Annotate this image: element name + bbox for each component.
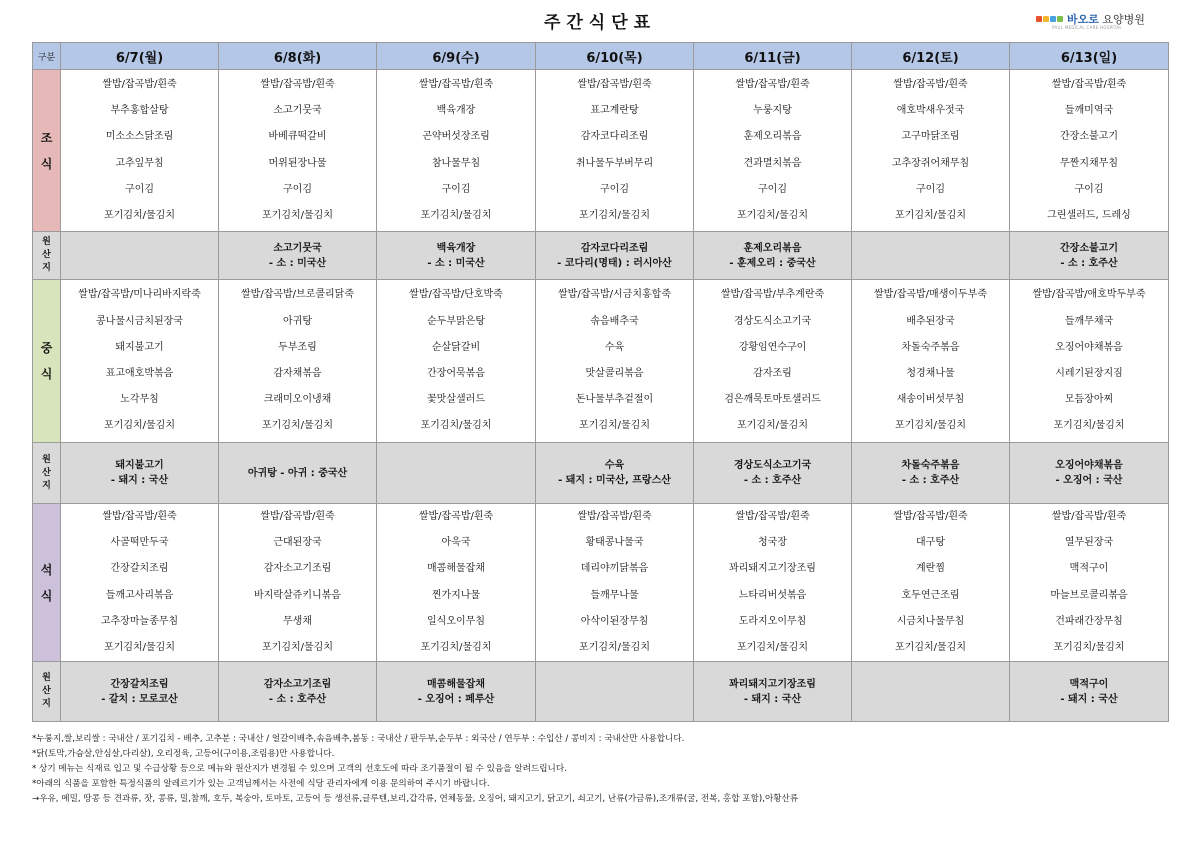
menu-item: 시금치나물무침: [896, 615, 965, 627]
logo-subtitle: PAUL MEDICAL CARE HOSPITAL: [1052, 25, 1122, 30]
origin-cell: [536, 232, 694, 280]
menu-item: 포기김치/물김치: [104, 641, 175, 653]
origin-line: - 소 : 미국산: [268, 257, 327, 269]
menu-item: 찐가지나물: [431, 589, 481, 601]
menu-item: 포기김치/물김치: [104, 420, 175, 432]
menu-item: 애호박새우젓국: [896, 105, 965, 117]
origin-line: 소고기뭇국: [273, 242, 322, 254]
menu-item: 구이김: [1074, 183, 1104, 195]
menu-item: 도라지오이무침: [738, 615, 807, 627]
origin-line: 간장소불고기: [1060, 242, 1118, 254]
menu-item: 포기김치/물김치: [1053, 420, 1125, 432]
dinner-label: [33, 504, 61, 662]
origin-line: 돼지불고기: [115, 460, 164, 471]
menu-item: 오징어야채볶음: [1055, 341, 1123, 353]
menu-cell: [61, 504, 219, 662]
menu-item: 표고계란탕: [590, 105, 639, 117]
menu-item: 부추홍합살탕: [110, 105, 169, 117]
origin-label-char: 지: [42, 263, 51, 273]
menu-item: 미소소스닭조림: [105, 131, 174, 143]
menu-item: 쌀밥/잡곡밥/흰죽: [1051, 78, 1127, 90]
meal-label-char: 식: [40, 588, 53, 603]
menu-item: 포기김치/물김치: [579, 641, 650, 653]
menu-item: 감자소고기조림: [263, 563, 332, 575]
menu-item: 꽃맛살샐러드: [427, 394, 485, 406]
menu-cell: [1010, 280, 1169, 443]
menu-item: 호두연근조림: [901, 589, 960, 601]
menu-item: 구이김: [600, 183, 629, 195]
menu-item: 포기김치/물김치: [737, 209, 808, 221]
menu-cell: [536, 70, 694, 232]
menu-cell: [377, 504, 536, 662]
menu-item: 포기김치/물김치: [737, 420, 808, 432]
origin-line: - 코다리(명태) : 러시아산: [557, 257, 672, 269]
logo-text: 바오로 요양병원: [1067, 13, 1145, 26]
menu-item: 간장소불고기: [1060, 131, 1118, 143]
menu-item: 쌀밥/잡곡밥/흰죽: [102, 78, 177, 90]
origin-line: 꽈리돼지고기장조림: [729, 678, 816, 690]
menu-item: 크래미오이냉채: [263, 394, 332, 406]
menu-item: 소고기뭇국: [273, 105, 322, 117]
note-line: * 상기 메뉴는 식재료 입고 및 수급상황 등으로 메뉴와 원산지가 변경될 수 있으며 고객의 선호도에 따라 조기품절이 될 수 있음을 알려드립니다.: [32, 764, 567, 774]
origin-line: - 돼지 : 미국산, 프랑스산: [558, 475, 671, 486]
menu-item: 배추된장국: [906, 315, 955, 327]
menu-item: 쌀밥/잡곡밥/흰죽: [260, 78, 335, 90]
menu-item: 차돌숙주볶음: [901, 341, 960, 353]
origin-label: [33, 662, 61, 722]
origin-cell: [694, 662, 852, 722]
menu-item: 쌀밥/잡곡밥/흰죽: [418, 78, 494, 90]
dinner-origin-row: [33, 662, 1169, 722]
menu-item: 쌀밥/잡곡밥/흰죽: [260, 511, 335, 522]
menu-item: 포기김치/물김치: [737, 641, 808, 653]
menu-item: 검은깨묵토마토샐러드: [724, 394, 821, 406]
header-row: [33, 43, 1169, 70]
menu-item: 청국장: [758, 537, 787, 549]
origin-label-char: 원: [42, 454, 51, 465]
note-line: *누룽지,쌀,보리쌀 : 국내산 / 포기김치 - 배추, 고추분 : 국내산 / 얼갈이배추,솎음배추,봄동 : 국내산 / 판두부,순두부 : 외국산 / 연두부 : 수입산 / 콩비지 : 국내산만 사용합니다.: [32, 734, 685, 744]
note-line: *아래의 식품을 포함한 특정식품의 알레르기가 있는 고객님께서는 사전에 식당 관리자에게 이용 문의하여 주시기 바랍니다.: [32, 779, 490, 789]
day-header: 6/8(화): [219, 43, 377, 70]
menu-item: 돼지불고기: [115, 341, 164, 353]
origin-cell: [536, 443, 694, 504]
menu-item: 맥적구이: [1069, 563, 1109, 575]
menu-cell: [852, 280, 1010, 443]
origin-line: 백육개장: [436, 242, 476, 254]
menu-item: 포기김치/물김치: [579, 420, 650, 432]
origin-line: - 돼지 : 국산: [110, 475, 169, 486]
menu-item: 대구탕: [916, 537, 945, 549]
menu-item: 쌀밥/잡곡밥/흰죽: [102, 511, 177, 522]
menu-item: 꽈리돼지고기장조림: [729, 563, 816, 575]
menu-item: 훈제오리볶음: [743, 131, 802, 143]
day-header: 6/10(목): [536, 43, 694, 70]
day-header: 6/11(금): [694, 43, 852, 70]
origin-line: - 갈치 : 모로코산: [101, 693, 178, 705]
menu-item: 간장갈치조림: [110, 563, 169, 575]
meal-label-char: 중: [40, 341, 53, 355]
menu-item: 매콤해물잡채: [427, 563, 485, 575]
menu-item: 포기김치/물김치: [262, 641, 333, 653]
menu-item: 포기김치/물김치: [420, 641, 492, 653]
page-title: 주간식단표: [543, 13, 657, 33]
origin-cell: [377, 443, 536, 504]
origin-line: 감자소고기조림: [263, 678, 332, 690]
origin-cell: [61, 443, 219, 504]
menu-cell: [694, 280, 852, 443]
menu-item: 구이김: [758, 183, 787, 195]
menu-item: 모듬장아찌: [1064, 394, 1114, 406]
menu-item: 바지락살쥬키니볶음: [254, 589, 341, 601]
origin-line: - 소 : 호주산: [1060, 257, 1118, 269]
origin-label-char: 산: [42, 686, 51, 697]
menu-item: 쌀밥/잡곡밥/브로콜리닭죽: [241, 289, 354, 301]
origin-label-char: 원: [42, 673, 51, 684]
origin-cell: [61, 662, 219, 722]
origin-cell: [1010, 662, 1169, 722]
origin-label-char: 지: [42, 699, 51, 710]
menu-item: 포기김치/물김치: [262, 420, 333, 432]
menu-cell: [1010, 70, 1169, 232]
menu-item: 바베큐떡갈비: [268, 131, 327, 143]
menu-item: 간장어묵볶음: [427, 368, 485, 379]
origin-line: - 소 : 미국산: [427, 257, 485, 269]
menu-cell: [694, 504, 852, 662]
menu-cell: [219, 70, 377, 232]
origin-cell: [852, 232, 1010, 280]
menu-item: 열무된장국: [1064, 537, 1114, 549]
day-header: 6/12(토): [852, 43, 1010, 70]
menu-item: 일식오이무침: [427, 615, 485, 627]
menu-item: 들깨무나물: [590, 589, 639, 601]
origin-cell: [61, 232, 219, 280]
menu-item: 표고애호박볶음: [105, 368, 174, 379]
menu-cell: [219, 504, 377, 662]
menu-item: 포기김치/물김치: [895, 209, 966, 221]
origin-cell: [852, 662, 1010, 722]
meal-label-char: 식: [40, 367, 53, 381]
menu-item: 마늘브로콜리볶음: [1050, 589, 1128, 601]
lunch-row: [33, 280, 1169, 443]
origin-cell: [377, 662, 536, 722]
menu-item: 구이김: [125, 183, 154, 195]
menu-cell: [694, 70, 852, 232]
origin-cell: [852, 443, 1010, 504]
menu-item: 쌀밥/잡곡밥/흰죽: [735, 511, 810, 522]
origin-line: 감자코다리조림: [580, 242, 649, 254]
menu-item: 맛살콜리볶음: [585, 368, 644, 379]
origin-line: 아귀탕 - 아귀 : 중국산: [247, 467, 348, 479]
menu-item: 구이김: [441, 183, 471, 195]
menu-item: 들깨고사리볶음: [105, 589, 174, 601]
menu-cell: [536, 280, 694, 443]
menu-item: 솎음배추국: [590, 315, 639, 327]
origin-cell: [536, 662, 694, 722]
menu-item: 취나물두부버무리: [575, 157, 654, 169]
menu-item: 순살닭갈비: [431, 341, 481, 353]
menu-cell: [219, 280, 377, 443]
origin-line: 훈제오리볶음: [743, 242, 802, 254]
menu-item: 두부조림: [278, 341, 317, 353]
menu-item: 포기김치/물김치: [420, 209, 492, 221]
menu-item: 근대된장국: [273, 537, 322, 549]
menu-item: 강황임연수구이: [738, 341, 807, 353]
dinner-row: [33, 504, 1169, 662]
menu-item: 쌀밥/잡곡밥/흰죽: [735, 78, 810, 90]
menu-item: 머위된장나물: [268, 157, 327, 169]
note-line: *닭(토막,가슴살,안심살,다리살), 오리정육, 고등어(구이용,조림용)만 사용합니다.: [32, 749, 335, 759]
origin-line: 매콤해물잡채: [427, 678, 485, 690]
menu-item: 황태콩나물국: [585, 537, 644, 549]
menu-item: 백육개장: [436, 105, 476, 117]
menu-cell: [536, 504, 694, 662]
meal-label-char: 석: [40, 562, 53, 577]
menu-item: 포기김치/물김치: [262, 209, 333, 221]
menu-item: 아귀탕: [283, 315, 312, 327]
menu-cell: [61, 280, 219, 443]
menu-item: 누룽지탕: [753, 105, 792, 117]
weekly-menu-table: [32, 42, 1169, 722]
origin-line: 경상도식소고기국: [733, 460, 812, 471]
menu-item: 쌀밥/잡곡밥/흰죽: [893, 78, 968, 90]
menu-item: 곤약버섯장조림: [422, 131, 490, 143]
menu-cell: [377, 70, 536, 232]
menu-item: 수육: [604, 341, 625, 353]
menu-item: 아욱국: [441, 537, 471, 549]
origin-label-char: 지: [42, 480, 51, 491]
lunch-origin-row: [33, 443, 1169, 504]
menu-item: 고추잎무침: [115, 157, 164, 169]
menu-cell: [852, 70, 1010, 232]
menu-item: 포기김치/물김치: [1053, 641, 1125, 653]
menu-item: 감자조림: [753, 368, 792, 379]
menu-item: 쌀밥/잡곡밥/흰죽: [577, 511, 652, 522]
origin-label-char: 산: [42, 467, 51, 478]
origin-cell: [694, 443, 852, 504]
lunch-label: [33, 280, 61, 443]
menu-item: 포기김치/물김치: [420, 420, 492, 432]
notes: [32, 732, 1172, 807]
note-line: →우유, 메밀, 땅콩 등 견과류, 잣, 콩류, 밀,참깨, 호두, 복숭아, 토마토, 고등어 등 생선류,글루텐,보리,갑각류, 연체동물, 오징어, 돼지고기, 닭고기, 쇠고기, 난류(가금류),조개류(굴, 전복, 홍합 포함),아황산류: [32, 794, 799, 804]
menu-item: 쌀밥/잡곡밥/시금치홍합죽: [558, 289, 671, 301]
menu-item: 쌀밥/잡곡밥/애호박두부죽: [1032, 289, 1146, 301]
origin-label-char: 원: [42, 237, 51, 247]
day-header: 6/13(일): [1010, 43, 1169, 70]
origin-line: - 오징어 : 페루산: [417, 693, 495, 705]
logo-icon: [1036, 16, 1063, 22]
origin-label: [33, 443, 61, 504]
day-header: 6/9(수): [377, 43, 536, 70]
menu-item: 쌀밥/잡곡밥/흰죽: [1051, 511, 1127, 522]
origin-line: - 소 : 호주산: [743, 475, 802, 486]
origin-line: - 훈제오리 : 중국산: [729, 257, 816, 269]
origin-line: 맥적구이: [1069, 678, 1109, 690]
origin-cell: [219, 443, 377, 504]
menu-item: 포기김치/물김치: [579, 209, 650, 221]
menu-item: 쌀밥/잡곡밥/매생이두부죽: [874, 289, 987, 301]
meal-label-char: 조: [40, 130, 53, 145]
menu-item: 쌀밥/잡곡밥/흰죽: [893, 511, 968, 522]
menu-item: 참나물무침: [431, 157, 481, 169]
origin-line: - 돼지 : 국산: [743, 693, 802, 705]
menu-cell: [1010, 504, 1169, 662]
menu-item: 무짠지채무침: [1060, 157, 1118, 169]
menu-item: 무생채: [283, 615, 312, 627]
origin-line: 간장갈치조림: [110, 678, 169, 690]
menu-item: 경상도식소고기국: [733, 315, 812, 327]
menu-item: 포기김치/물김치: [895, 420, 966, 432]
menu-item: 아삭이된장무침: [580, 615, 649, 627]
menu-item: 쌀밥/잡곡밥/흰죽: [418, 511, 494, 522]
menu-item: 콩나물시금치된장국: [96, 315, 183, 327]
menu-cell: [377, 280, 536, 443]
menu-item: 쌀밥/잡곡밥/단호박죽: [409, 289, 503, 301]
menu-cell: [852, 504, 1010, 662]
menu-item: 포기김치/물김치: [104, 209, 175, 221]
origin-cell: [1010, 232, 1169, 280]
menu-item: 고추장마늘종무침: [100, 615, 179, 627]
menu-item: 순두부맑은탕: [427, 315, 485, 327]
origin-cell: [219, 662, 377, 722]
menu-item: 시레기된장지짐: [1055, 368, 1123, 379]
menu-item: 고구마닭조림: [901, 131, 960, 143]
menu-item: 계란찜: [916, 563, 945, 575]
origin-cell: [1010, 443, 1169, 504]
menu-item: 감자코다리조림: [580, 131, 649, 143]
menu-item: 그린샐러드, 드레싱: [1047, 209, 1131, 221]
menu-item: 건파래간장무침: [1055, 615, 1123, 627]
origin-line: 수육: [604, 460, 625, 471]
breakfast-origin-row: [33, 232, 1169, 280]
menu-item: 노각무침: [120, 394, 159, 406]
origin-line: - 소 : 호주산: [268, 693, 327, 705]
menu-cell: [61, 70, 219, 232]
gubun-header: 구분: [33, 43, 61, 70]
menu-item: 사골떡만두국: [110, 537, 169, 549]
day-header: 6/7(월): [61, 43, 219, 70]
menu-item: 청경채나물: [906, 368, 955, 379]
origin-line: - 소 : 호주산: [901, 475, 960, 486]
origin-line: - 돼지 : 국산: [1060, 693, 1118, 705]
origin-cell: [694, 232, 852, 280]
menu-item: 쌀밥/잡곡밥/흰죽: [577, 78, 652, 90]
menu-item: 느타리버섯볶음: [738, 589, 807, 601]
breakfast-row: [33, 70, 1169, 232]
origin-line: 차돌숙주볶음: [901, 460, 960, 471]
menu-item: 견과멸치볶음: [743, 157, 802, 169]
origin-label-char: 산: [42, 250, 51, 260]
origin-cell: [219, 232, 377, 280]
menu-item: 포기김치/물김치: [895, 641, 966, 653]
menu-item: 구이김: [916, 183, 945, 195]
menu-item: 감자채볶음: [273, 368, 322, 379]
breakfast-label: [33, 70, 61, 232]
menu-item: 새송이버섯무침: [896, 394, 965, 406]
menu-item: 구이김: [283, 183, 312, 195]
menu-item: 돈나물부추겉절이: [575, 394, 654, 406]
meal-label-char: 식: [40, 156, 53, 171]
origin-line: 오징어야채볶음: [1055, 460, 1123, 471]
menu-item: 쌀밥/잡곡밥/미나리바지락죽: [78, 289, 201, 301]
menu-item: 들깨무채국: [1064, 315, 1114, 327]
menu-item: 데리야끼닭볶음: [580, 563, 649, 575]
origin-line: - 오징어 : 국산: [1055, 475, 1123, 486]
origin-label: [33, 232, 61, 280]
menu-item: 고추장쥐어채무침: [891, 157, 970, 169]
menu-item: 쌀밥/잡곡밥/부추계란죽: [720, 289, 825, 301]
origin-cell: [377, 232, 536, 280]
menu-item: 들깨미역국: [1064, 105, 1114, 117]
